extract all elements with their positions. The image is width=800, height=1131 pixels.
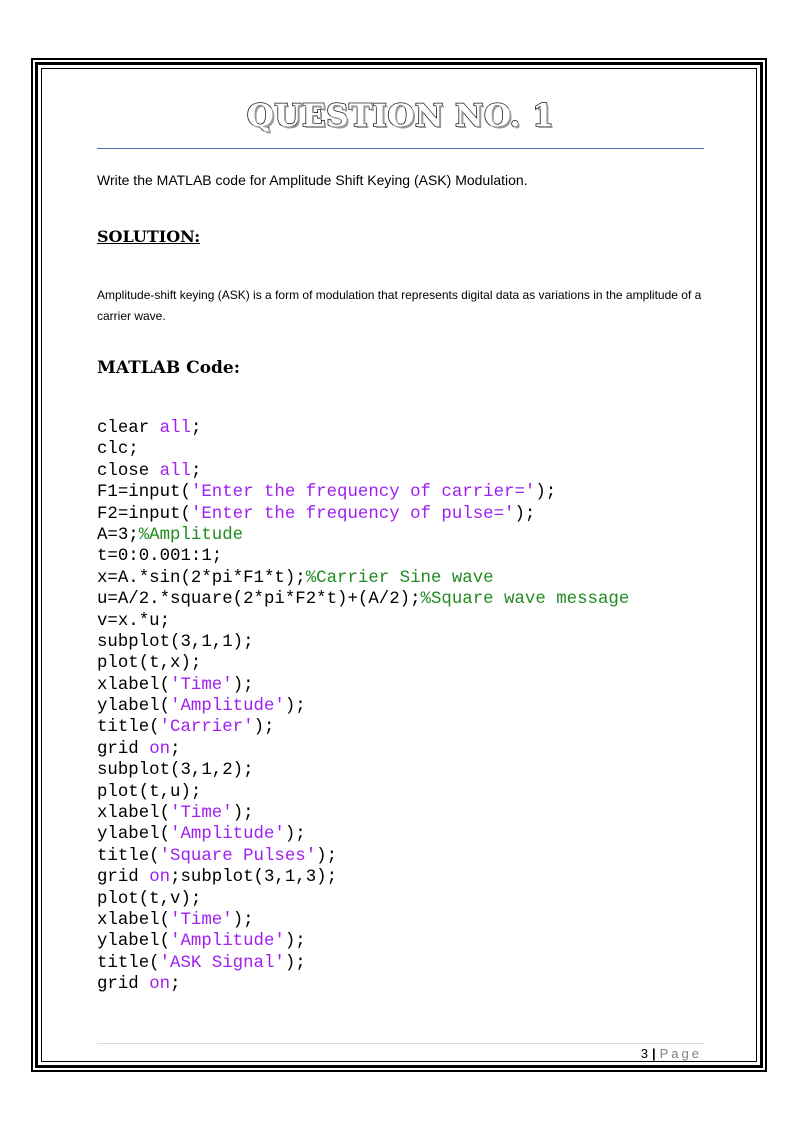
code-text: ylabel( [97, 932, 171, 952]
code-text: title( [97, 953, 160, 973]
code-line [97, 525, 629, 546]
code-text: x=A.*sin(2*pi*F1*t); [97, 568, 306, 588]
code-line [97, 803, 629, 824]
code-line [97, 675, 629, 696]
solution-description: Amplitude-shift keying (ASK) is a form of modulation that represents digital data as variations in the amplitude of a carrier wave. [97, 288, 702, 323]
code-text: subplot(3,1,2); [97, 761, 254, 781]
code-text: grid [97, 739, 150, 759]
code-text: v=x.*u; [97, 611, 171, 631]
code-text: ); [284, 697, 306, 717]
code-string: 'Amplitude' [170, 932, 285, 952]
code-line [97, 504, 629, 525]
code-string: 'Square Pulses' [159, 846, 317, 866]
code-text: ); [253, 718, 275, 738]
code-line [97, 931, 629, 952]
code-line [97, 717, 629, 738]
code-string: 'Enter the frequency of carrier=' [190, 483, 536, 503]
code-string: 'Enter the frequency of pulse=' [190, 504, 515, 524]
code-line [97, 653, 629, 674]
code-text: xlabel( [97, 910, 171, 930]
code-keyword: all [159, 419, 191, 438]
page-footer [641, 1046, 702, 1061]
code-line [97, 632, 629, 653]
code-text: ); [232, 910, 254, 930]
code-text: ; [170, 739, 181, 759]
code-text: ); [514, 504, 536, 524]
solution-heading: SOLUTION: [97, 227, 201, 246]
code-text: ; [190, 461, 202, 481]
page-number: 3 [640, 1046, 648, 1061]
code-keyword: on [149, 975, 171, 995]
code-text: ylabel( [97, 825, 171, 845]
code-text: ; [170, 975, 181, 995]
code-text: clc; [97, 440, 139, 460]
page-title: QUESTION NO. 1 [246, 98, 555, 134]
code-text: ); [232, 804, 254, 824]
code-line [97, 889, 629, 910]
code-line [97, 546, 629, 567]
code-text: subplot(3,1,1); [97, 632, 254, 652]
code-string: 'Time' [170, 804, 233, 824]
code-heading: MATLAB Code: [97, 358, 241, 378]
code-string: 'Time' [170, 675, 233, 695]
code-string: 'Amplitude' [170, 697, 285, 717]
code-line [97, 760, 629, 781]
code-comment: %Carrier Sine wave [305, 568, 494, 588]
code-text: A=3; [97, 525, 139, 545]
code-line [97, 953, 629, 974]
code-text: plot(t,u); [97, 782, 202, 802]
code-string: 'Time' [170, 910, 233, 930]
code-comment: %Square wave message [420, 590, 630, 610]
code-line [97, 439, 629, 460]
code-line [97, 846, 629, 867]
code-line [97, 782, 629, 803]
code-text: grid [97, 975, 150, 995]
code-string: 'Amplitude' [170, 825, 285, 845]
code-text: ylabel( [97, 697, 171, 717]
code-text: grid [97, 868, 150, 888]
code-text: clear [97, 419, 160, 438]
code-keyword: all [159, 461, 191, 481]
code-text: title( [97, 846, 160, 866]
code-text: title( [97, 718, 160, 738]
question-prompt: Write the MATLAB code for Amplitude Shift Keying (ASK) Modulation. [97, 172, 528, 188]
code-line [97, 589, 629, 610]
code-keyword: on [149, 739, 171, 759]
code-line [97, 461, 629, 482]
code-line [97, 696, 629, 717]
code-text: xlabel( [97, 804, 171, 824]
code-text: ); [284, 932, 306, 952]
code-line [97, 824, 629, 845]
matlab-code-block [97, 418, 629, 996]
code-text: t=0:0.001:1; [97, 547, 223, 567]
title-divider [97, 148, 704, 149]
code-text: plot(t,x); [97, 654, 202, 674]
code-line [97, 418, 629, 439]
page-word: Page [659, 1046, 702, 1061]
code-text: ); [284, 953, 306, 973]
code-text: plot(t,v); [97, 889, 202, 909]
code-text: ; [190, 419, 202, 438]
code-text: ;subplot(3,1,3); [170, 868, 338, 888]
code-line [97, 910, 629, 931]
code-text: xlabel( [97, 675, 171, 695]
code-text: ); [232, 675, 254, 695]
code-text: u=A/2.*square(2*pi*F2*t)+(A/2); [97, 590, 421, 610]
code-keyword: on [149, 868, 171, 888]
code-line [97, 739, 629, 760]
code-text: ); [284, 825, 306, 845]
code-line [97, 568, 629, 589]
code-string: 'ASK Signal' [159, 953, 285, 973]
code-text: F1=input( [97, 483, 191, 503]
code-line [97, 974, 629, 995]
code-line [97, 611, 629, 632]
code-text: ); [316, 846, 338, 866]
footer-divider [97, 1043, 704, 1044]
code-text: F2=input( [97, 504, 191, 524]
code-line [97, 867, 629, 888]
code-text: close [97, 461, 160, 481]
code-line [97, 482, 629, 503]
code-text: ); [535, 483, 557, 503]
code-string: 'Carrier' [159, 718, 254, 738]
code-comment: %Amplitude [138, 525, 244, 545]
footer-separator: | [651, 1046, 656, 1061]
